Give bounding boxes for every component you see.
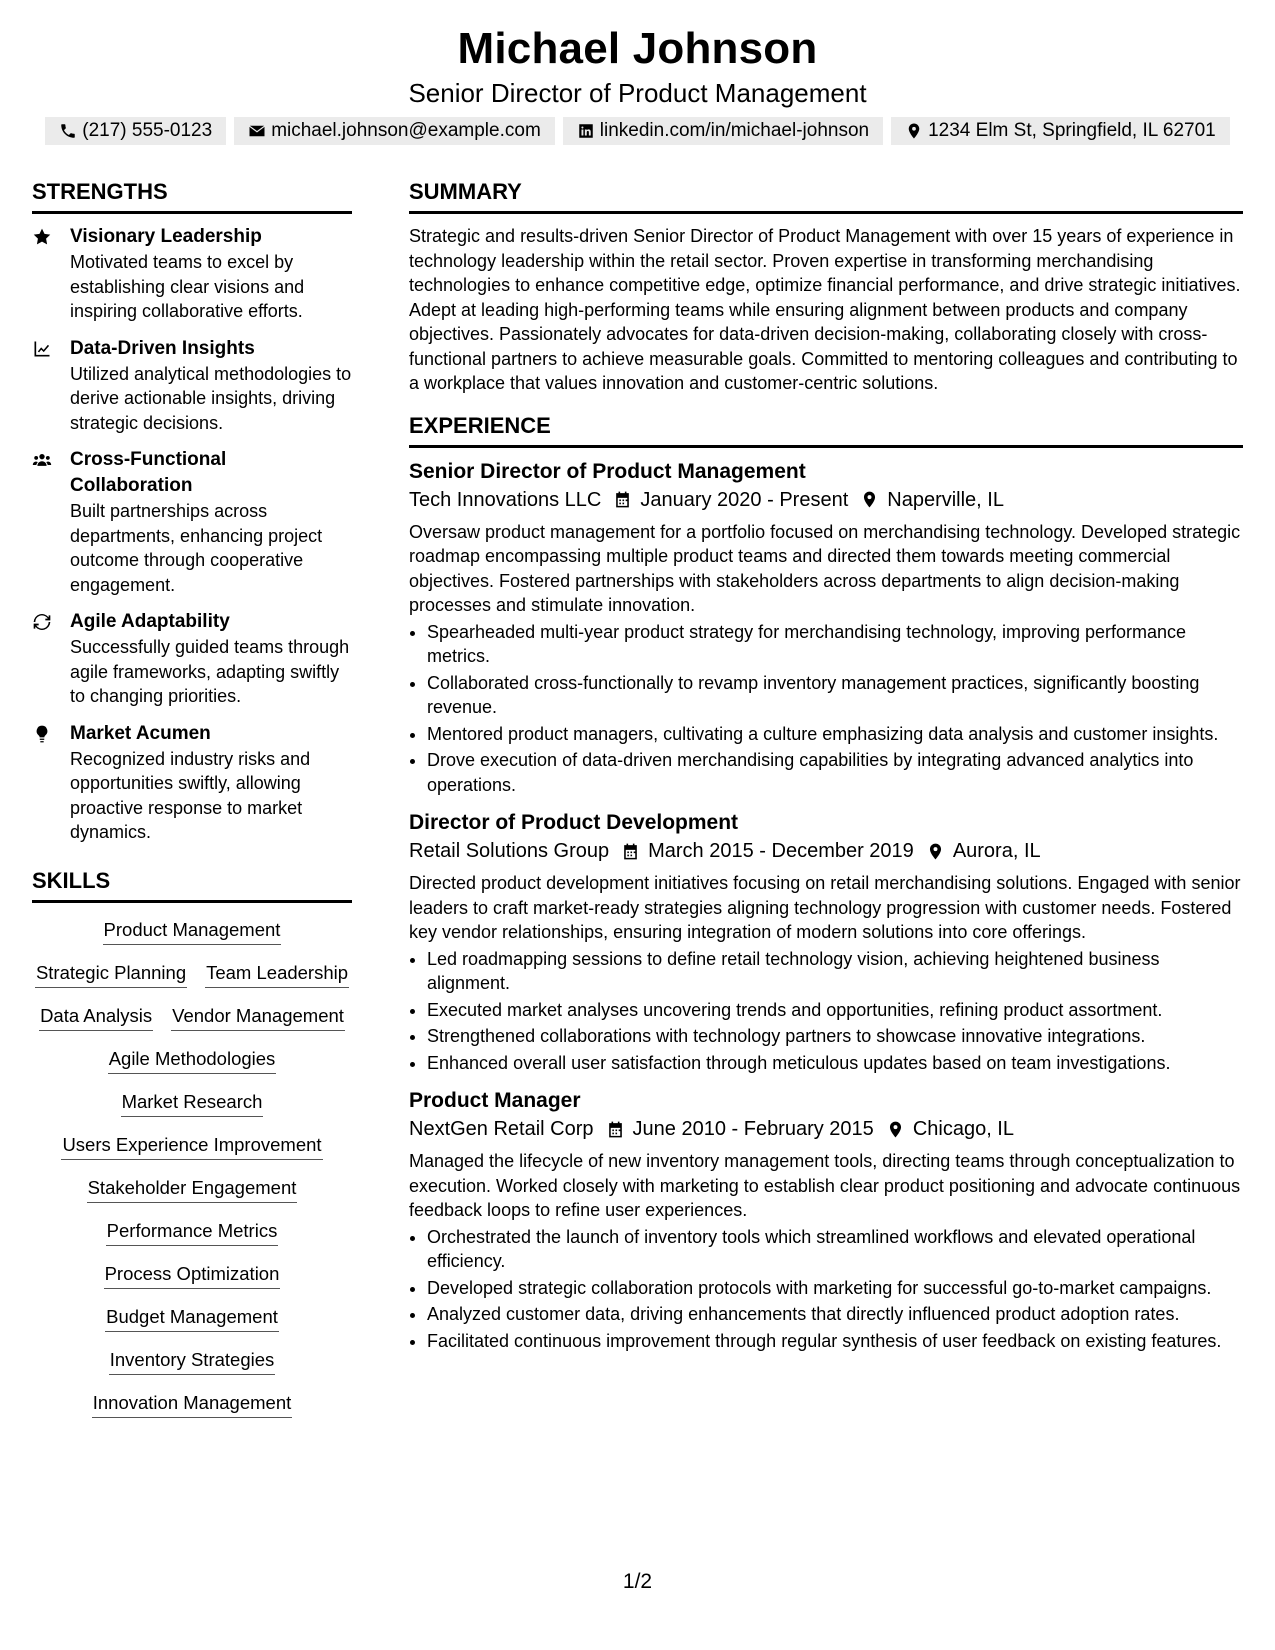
job-entry <box>409 458 1243 798</box>
job-meta <box>409 486 1243 514</box>
job-bullet: • Led roadmapping sessions to define retail technology vision, achieving heightened business alignment. <box>427 947 1243 996</box>
job-entry <box>409 1087 1243 1353</box>
job-location: Naperville, IL <box>887 488 1004 511</box>
contact-bar <box>0 117 1275 145</box>
job-description: Managed the lifecycle of new inventory management tools, directing teams through conceptualization to execution. Worked closely with marketing to establish clear product positioning and advocate continuous feedback loops to refine user experiences. <box>409 1151 1241 1220</box>
strength-item <box>32 447 352 597</box>
skills-list <box>32 917 352 1433</box>
job-meta <box>409 1115 1243 1143</box>
job-bullets <box>409 947 1243 1076</box>
strength-title: Data-Driven Insights <box>70 337 255 359</box>
summary-text: Strategic and results-driven Senior Director of Product Management with over 15 years of experience in technology leadership within the retail sector. Proven expertise in transforming merchandising technologies to enhance competitive edge, optimize financial performance, and drive strategic initiatives. Adept at leading high-performing teams while ensuring alignment between products and company objectives. Passionately advocates for data-driven decision-making, collaborating closely with cross-functional partners to achieve measurable goals. Committed to mentoring colleagues and contributing to a workplace that values innovation and customer-centric solutions. <box>409 226 1241 393</box>
job-title: Senior Director of Product Management <box>409 459 806 483</box>
address-text: 1234 Elm St, Springfield, IL 62701 <box>928 120 1216 141</box>
job-location: Aurora, IL <box>952 840 1041 862</box>
linkedin-icon <box>577 122 595 140</box>
strength-item <box>32 721 352 845</box>
summary-heading: SUMMARY <box>409 178 1243 214</box>
strength-title: Agile Adaptability <box>70 611 230 632</box>
skill-tag: Vendor Management <box>171 1003 345 1031</box>
calendar-icon <box>621 842 640 861</box>
strength-desc: Successfully guided teams through agile frameworks, adapting swiftly to changing priorities. <box>70 637 350 706</box>
skill-tag: Team Leadership <box>205 960 349 988</box>
map-pin-icon <box>886 1120 905 1139</box>
job-bullet: • Developed strategic collaboration protocols with marketing for successful go-to-market campaigns. <box>427 1276 1243 1301</box>
job-location: Chicago, IL <box>912 1118 1014 1140</box>
phone-icon <box>59 122 77 140</box>
job-meta <box>409 837 1243 865</box>
job-title: Director of Product Development <box>409 811 739 834</box>
linkedin-chip[interactable] <box>563 117 883 145</box>
left-column <box>32 178 352 1433</box>
experience-heading: EXPERIENCE <box>409 412 1243 448</box>
skill-tag: Performance Metrics <box>106 1218 279 1246</box>
skill-tag: Market Research <box>121 1089 264 1117</box>
job-description: Directed product development initiatives focusing on retail merchandising solutions. Engaged with senior leaders to craft market-ready strategies aligning technology progression with customer needs. Fostered key vendor relationships, ensuring integration of modern solutions into core offerings. <box>409 873 1241 942</box>
job-bullet: • Strengthened collaborations with technology partners to showcase innovative integrations. <box>427 1024 1243 1049</box>
map-pin-icon <box>926 842 945 861</box>
linkedin-text: linkedin.com/in/michael-johnson <box>599 120 870 141</box>
job-bullet: • Mentored product managers, cultivating a culture emphasizing data analysis and customer insights. <box>427 722 1243 747</box>
skill-tag: Data Analysis <box>39 1003 153 1031</box>
job-bullet: • Collaborated cross-functionally to revamp inventory management practices, significantly boosting revenue. <box>427 671 1243 720</box>
skill-tag: Strategic Planning <box>35 960 187 988</box>
job-dates: January 2020 - Present <box>640 488 849 511</box>
strength-desc: Recognized industry risks and opportunities swiftly, allowing proactive response to market dynamics. <box>70 748 311 842</box>
strength-item <box>32 224 352 324</box>
strength-item <box>32 336 352 436</box>
email-text: michael.johnson@example.com <box>271 120 541 141</box>
chart-line-icon <box>32 339 52 359</box>
job-bullet: • Orchestrated the launch of inventory tools which streamlined workflows and elevated operational efficiency. <box>427 1225 1243 1274</box>
skill-tag: Process Optimization <box>104 1261 281 1289</box>
job-bullet: • Analyzed customer data, driving enhancements that directly influenced product adoption rates. <box>427 1302 1243 1327</box>
email-chip[interactable] <box>234 117 555 145</box>
skill-tag: Agile Methodologies <box>108 1046 277 1074</box>
star-icon <box>32 227 52 247</box>
job-bullet: • Executed market analyses uncovering trends and opportunities, refining product assortment. <box>427 998 1243 1023</box>
skill-tag: Innovation Management <box>92 1390 293 1418</box>
phone-text: (217) 555-0123 <box>82 120 213 141</box>
skill-tag: Budget Management <box>105 1304 279 1332</box>
skill-tag: Stakeholder Engagement <box>87 1175 298 1203</box>
job-company: Retail Solutions Group <box>409 840 610 862</box>
strengths-heading: STRENGTHS <box>32 178 352 214</box>
strength-title: Market Acumen <box>70 722 211 744</box>
lightbulb-icon <box>32 724 52 744</box>
job-bullet: • Enhanced overall user satisfaction through meticulous updates based on team investigations. <box>427 1051 1243 1076</box>
candidate-title: Senior Director of Product Management <box>408 78 867 108</box>
strength-desc: Utilized analytical methodologies to derive actionable insights, driving strategic decisions. <box>70 363 352 433</box>
envelope-icon <box>248 122 266 140</box>
skill-tag: Users Experience Improvement <box>61 1132 322 1160</box>
job-bullet: • Facilitated continuous improvement through regular synthesis of user feedback on existing features. <box>427 1329 1243 1354</box>
resume-header <box>0 20 1275 145</box>
skill-tag: Product Management <box>103 917 282 945</box>
job-company: NextGen Retail Corp <box>409 1118 594 1140</box>
job-entry <box>409 809 1243 1075</box>
job-dates: March 2015 - December 2019 <box>648 840 914 862</box>
strength-title: Cross-Functional Collaboration <box>70 449 227 496</box>
job-bullets <box>409 1225 1243 1354</box>
page-number: 1/2 <box>622 1570 653 1593</box>
strength-desc: Motivated teams to excel by establishing clear visions and inspiring collaborative efforts. <box>70 252 305 321</box>
skill-tag: Inventory Strategies <box>109 1347 276 1375</box>
job-title: Product Manager <box>409 1089 581 1112</box>
map-pin-icon <box>905 122 923 140</box>
job-dates: June 2010 - February 2015 <box>632 1118 874 1140</box>
address-chip <box>891 117 1230 145</box>
skills-heading: SKILLS <box>32 867 352 903</box>
job-bullet: • Drove execution of data-driven merchandising capabilities by integrating advanced analytics into operations. <box>427 748 1243 797</box>
phone-chip[interactable] <box>45 117 226 145</box>
calendar-icon <box>606 1120 625 1139</box>
sync-icon <box>32 612 52 632</box>
strength-item <box>32 609 352 709</box>
job-description: Oversaw product management for a portfolio focused on merchandising technology. Developed strategic roadmap encompassing multiple product teams and directed them towards meeting commercial objectives. Fostered partnerships with stakeholders across departments to align decision-making processes and stimulate innovation. <box>409 521 1241 615</box>
map-pin-icon <box>860 490 879 509</box>
strength-title: Visionary Leadership <box>70 226 262 247</box>
candidate-name: Michael Johnson <box>457 24 818 73</box>
right-column <box>409 178 1243 1365</box>
job-bullets <box>409 620 1243 798</box>
users-icon <box>32 450 52 470</box>
strength-desc: Built partnerships across departments, enhancing project outcome through cooperative engagement. <box>70 501 323 595</box>
job-company: Tech Innovations LLC <box>409 488 602 511</box>
job-bullet: • Spearheaded multi-year product strategy for merchandising technology, improving performance metrics. <box>427 620 1243 669</box>
calendar-icon <box>613 490 632 509</box>
